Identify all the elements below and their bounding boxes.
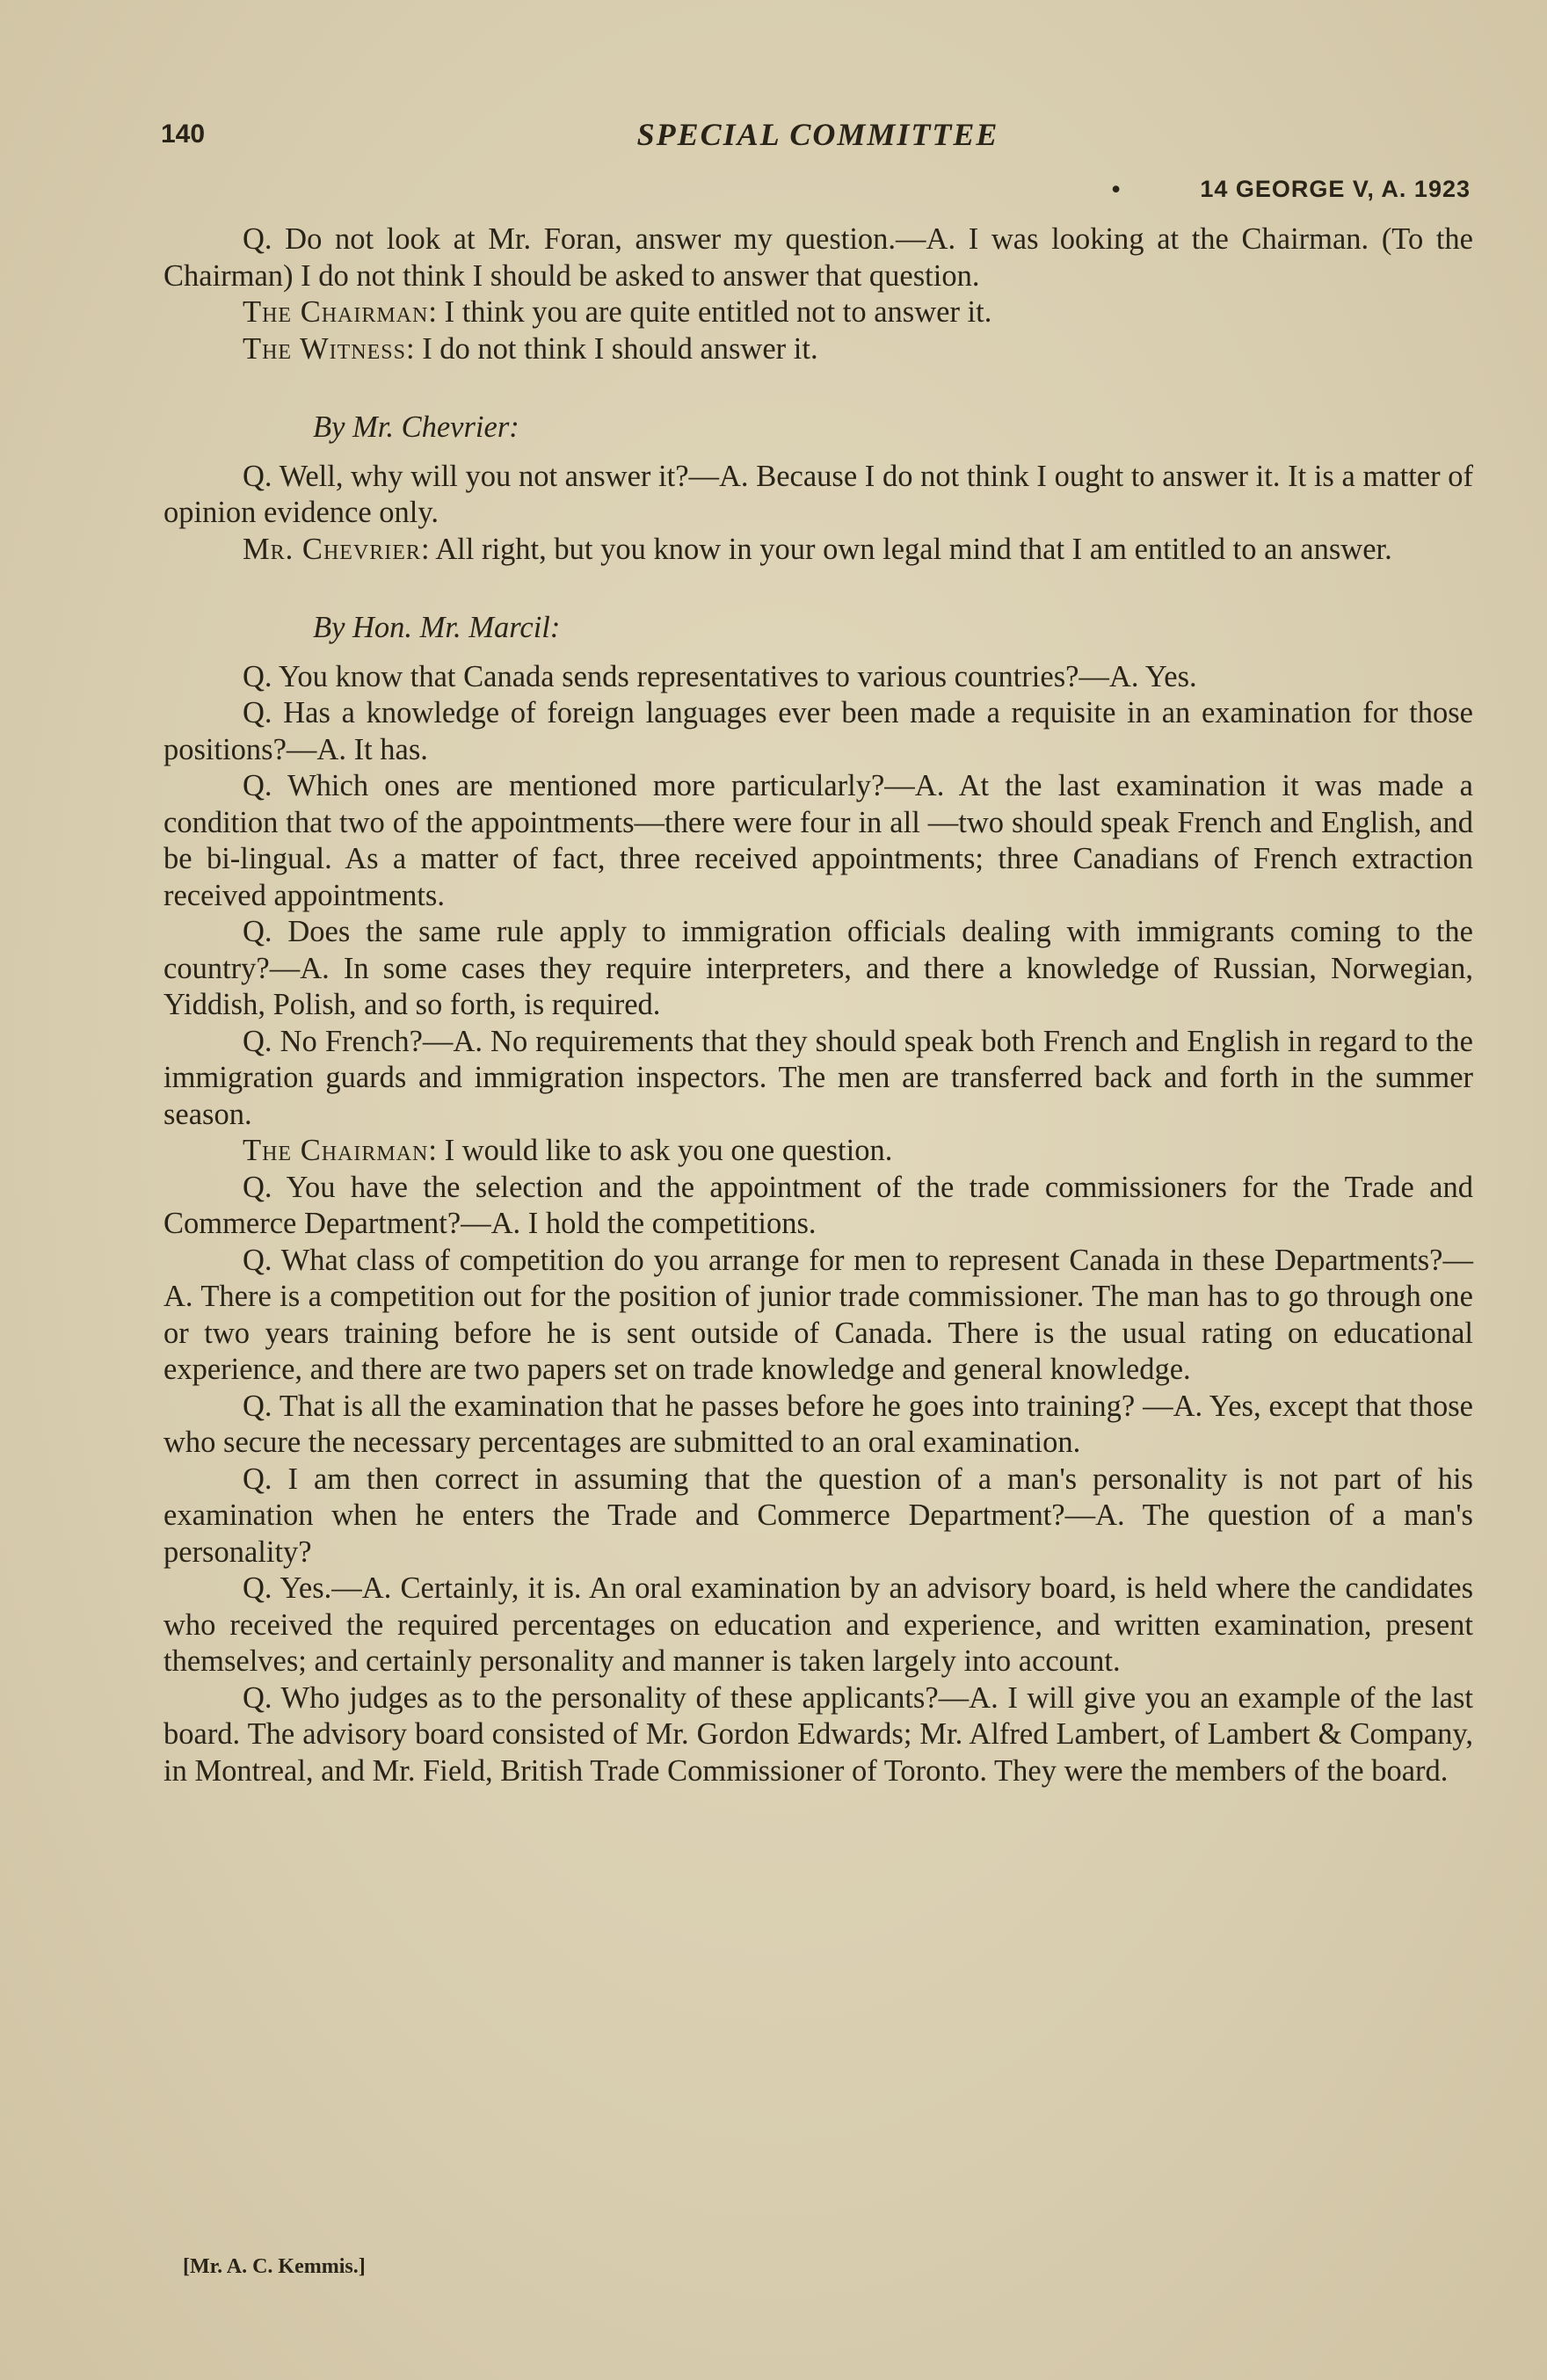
testimony-paragraph: Q. You have the selection and the appointment of the trade commissioners for the Trade and Commerce Department?—A. I hold the competitions. [163, 1170, 1473, 1240]
speaker-name: The Chairman [243, 295, 429, 329]
speaker-name: Mr. Chevrier [243, 532, 421, 566]
page-header [161, 112, 1475, 165]
witness-note: [Mr. A. C. Kemmis.] [183, 2255, 366, 2278]
testimony-paragraph: Q. Well, why will you not answer it?—A. Because I do not think I ought to answer it. It is a matter of opinion evidence only. [163, 459, 1473, 529]
speaker-text: : I do not think I should answer it. [405, 331, 818, 366]
testimony-paragraph: Q. Who judges as to the personality of these applicants?—A. I will give you an example of the last board. The advisory board consisted of Mr. Gordon Edwards; Mr. Alfred Lambert, of Lambert & Company, in Montreal, and Mr. Field, British Trade Commissioner of Toronto. They were the members of the board. [163, 1680, 1473, 1788]
testimony-paragraph: Q. No French?—A. No requirements that they should speak both French and English in regard to the immigration guards and immigration inspectors. The men are transferred back and forth in the summer season. [163, 1024, 1473, 1131]
transcript-body [163, 221, 1473, 1789]
speaker-paragraph [163, 294, 1473, 331]
testimony-paragraph: Q. Does the same rule apply to immigration officials dealing with immigrants coming to the country?—A. In some cases they require interpreters, and there a knowledge of Russian, Norwegian, Yiddish, Polish, and so forth, is required. [163, 915, 1473, 1021]
testimony-paragraph: Q. Has a knowledge of foreign languages ever been made a requisite in an examination for those positions?—A. It has. [163, 696, 1473, 766]
speaker-text: : I would like to ask you one question. [428, 1134, 893, 1167]
speaker-paragraph [163, 532, 1473, 569]
speaker-name: The Chairman [243, 1134, 429, 1167]
testimony-paragraph: Q. You know that Canada sends representatives to various countries?—A. Yes. [243, 659, 1197, 693]
speaker-paragraph [163, 331, 1473, 368]
testimony-paragraph: Q. Which ones are mentioned more particularly?—A. At the last examination it was made a condition that two of the appointments—there were four in all —two should speak French and English, and be bi-lingual. As a matter of fact, three received appointments; three Canadians of French extraction received appointments. [163, 769, 1473, 912]
testimony-paragraph: Q. I am then correct in assuming that the question of a man's personality is not part of his examination when he enters the Trade and Commerce Department?—A. The question of a man's personality? [163, 1462, 1473, 1569]
speaker-name: The Witness [243, 331, 406, 366]
speaker-text: : All right, but you know in your own legal mind that I am entitled to an answer. [420, 532, 1392, 566]
bullet-mark: • [1111, 176, 1122, 202]
speaker-paragraph [163, 1133, 1473, 1170]
testimony-paragraph: Q. Do not look at Mr. Foran, answer my question.—A. I was looking at the Chairman. (To the Chairman) I do not think I should be asked to answer that question. [163, 222, 1473, 293]
examiner-heading: By Mr. Chevrier: [313, 410, 519, 444]
running-title: SPECIAL COMMITTEE [636, 117, 999, 152]
page-number: 140 [161, 120, 206, 149]
testimony-paragraph: Q. What class of competition do you arrange for men to represent Canada in these Departments?—A. There is a competition out for the position of junior trade commissioner. The man has to go through one or two years training before he is sent outside of Canada. There is the usual rating on educational experience, and there are two papers set on trade knowledge and general knowledge. [163, 1243, 1473, 1386]
speaker-text: : I think you are quite entitled not to answer it. [428, 295, 992, 329]
session-label: 14 GEORGE V, A. 1923 [1200, 176, 1471, 202]
examiner-heading: By Hon. Mr. Marcil: [313, 611, 561, 644]
testimony-paragraph: Q. That is all the examination that he passes before he goes into training? —A. Yes, except that those who secure the necessary percentages are submitted to an oral examination. [163, 1389, 1473, 1459]
testimony-paragraph: Q. Yes.—A. Certainly, it is. An oral examination by an advisory board, is held where the candidates who received the required percentages on education and experience, and written examination, present themselves; and certainly personality and manner is taken largely into account. [163, 1571, 1473, 1678]
session-line [161, 176, 1471, 203]
